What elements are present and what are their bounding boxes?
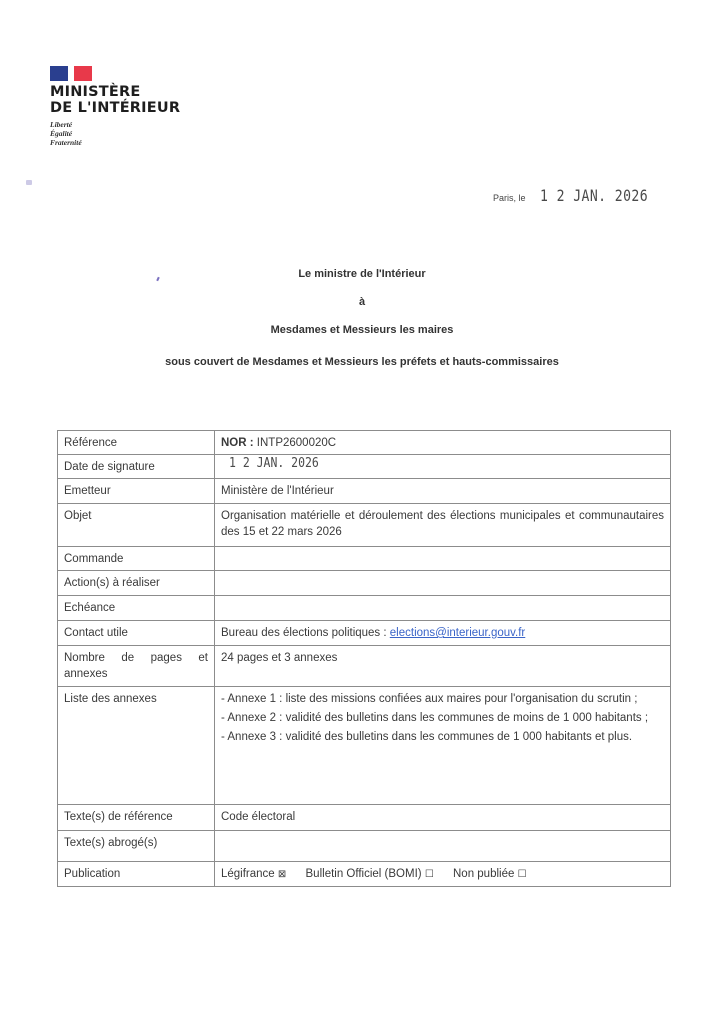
date-line xyxy=(493,186,671,205)
ministry-name-line1: MINISTÈRE xyxy=(50,84,141,100)
table-row-emetteur xyxy=(58,479,671,504)
row-label: Référence xyxy=(58,431,215,455)
row-value xyxy=(215,596,671,621)
annex-item: - Annexe 2 : validité des bulletins dans les communes de moins de 1 000 habitants ; xyxy=(221,712,649,724)
flag-red-band xyxy=(74,66,92,81)
table-row-contact xyxy=(58,621,671,646)
row-label: Contact utile xyxy=(58,621,215,646)
row-value: Ministère de l'Intérieur xyxy=(215,479,671,504)
unchecked-box-icon: ☐ xyxy=(424,869,434,880)
row-value xyxy=(215,455,671,479)
scan-ink-mark xyxy=(26,180,32,185)
motto-fraternite: Fraternité xyxy=(50,138,82,147)
row-value xyxy=(215,687,671,805)
row-label: Action(s) à réaliser xyxy=(58,571,215,596)
table-row-echeance xyxy=(58,596,671,621)
recipient-prefix: à xyxy=(358,296,366,308)
row-value: Organisation matérielle et déroulement des élections municipales et communautaires des 15 et 22 mars 2026 xyxy=(215,504,671,547)
via-line: sous couvert de Mesdames et Messieurs les préfets et hauts-commissaires xyxy=(165,356,559,368)
republic-motto xyxy=(50,120,180,147)
circular-metadata-table xyxy=(57,430,671,887)
row-label: Date de signature xyxy=(58,455,215,479)
row-value xyxy=(215,862,671,887)
row-label: Commande xyxy=(58,547,215,571)
option-label: Bulletin Officiel (BOMI) xyxy=(305,868,422,880)
row-label: Texte(s) de référence xyxy=(58,805,215,831)
row-value xyxy=(215,547,671,571)
unchecked-box-icon: ☐ xyxy=(517,869,527,880)
date-stamp: 1 2 JAN. 2026 xyxy=(539,186,648,205)
sender-line: Le ministre de l'Intérieur xyxy=(298,268,426,280)
publication-option-non-publiee xyxy=(453,868,527,880)
ministry-name-line2: DE L'INTÉRIEUR xyxy=(50,100,181,116)
table-row-abrogated-texts xyxy=(58,831,671,862)
option-label: Légifrance xyxy=(221,868,275,880)
recipient-line: Mesdames et Messieurs les maires xyxy=(270,324,454,336)
publication-option-bomi xyxy=(306,868,434,880)
row-label: Emetteur xyxy=(58,479,215,504)
contact-text: Bureau des élections politiques : xyxy=(221,627,390,639)
nor-label: NOR : xyxy=(221,437,254,449)
table-row-reference xyxy=(58,431,671,455)
ministry-logo xyxy=(50,66,180,147)
checked-box-icon: ⊠ xyxy=(277,869,287,880)
table-row-reference-texts xyxy=(58,805,671,831)
table-row-publication xyxy=(58,862,671,887)
row-label: Texte(s) abrogé(s) xyxy=(58,831,215,862)
annex-item: - Annexe 1 : liste des missions confiées aux maires pour l'organisation du scrutin ; xyxy=(221,693,638,705)
table-row-commande xyxy=(58,547,671,571)
table-row-objet xyxy=(58,504,671,547)
publication-option-legifrance xyxy=(221,868,286,880)
row-value xyxy=(215,621,671,646)
row-label: Publication xyxy=(58,862,215,887)
nor-value: INTP2600020C xyxy=(253,437,337,449)
row-label: Objet xyxy=(58,504,215,547)
row-value: Code électoral xyxy=(215,805,671,831)
table-row-annexes xyxy=(58,687,671,805)
flag-blue-band xyxy=(50,66,68,81)
option-label: Non publiée xyxy=(453,868,515,880)
contact-email-link[interactable]: elections@interieur.gouv.fr xyxy=(389,627,526,639)
annex-item: - Annexe 3 : validité des bulletins dans les communes de 1 000 habitants et plus. xyxy=(221,731,633,743)
row-label: Echéance xyxy=(58,596,215,621)
table-row-signature-date xyxy=(58,455,671,479)
row-value: 24 pages et 3 annexes xyxy=(215,646,671,687)
row-value xyxy=(215,571,671,596)
motto-egalite: Égalité xyxy=(50,129,73,138)
row-label: Nombre de pages et annexes xyxy=(58,646,215,687)
date-prefix: Paris, le xyxy=(493,193,526,203)
motto-liberte: Liberté xyxy=(50,120,73,129)
french-flag-icon xyxy=(50,66,92,81)
row-label: Liste des annexes xyxy=(58,687,215,805)
row-value xyxy=(215,831,671,862)
signature-date-stamp: 1 2 JAN. 2026 xyxy=(229,455,319,471)
table-row-pages xyxy=(58,646,671,687)
table-row-actions xyxy=(58,571,671,596)
row-value xyxy=(215,431,671,455)
